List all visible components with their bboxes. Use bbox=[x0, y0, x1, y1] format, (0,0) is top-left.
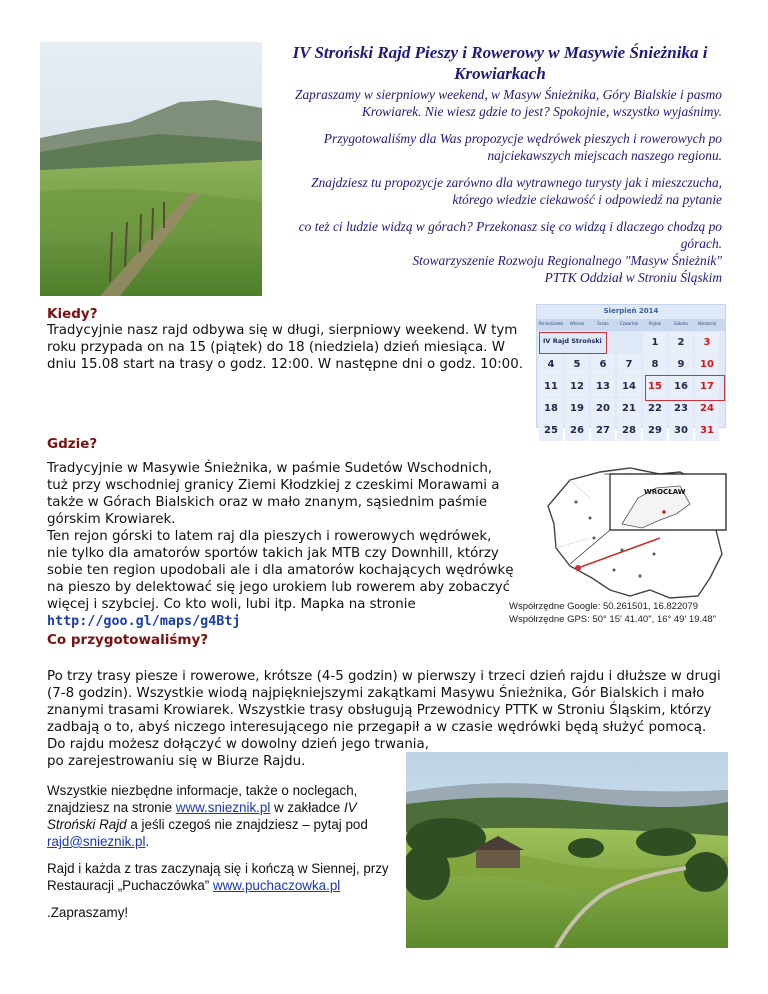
section-heading-prepared: Co przygotowaliśmy? bbox=[47, 632, 209, 648]
calendar-day: 6 bbox=[591, 354, 615, 375]
calendar-day: 7 bbox=[617, 354, 641, 375]
coords-block bbox=[509, 600, 739, 626]
calendar-day: 3 bbox=[695, 332, 719, 353]
intro-paragraph: co też ci ludzie widzą w górach? Przekonasz się co widzą i dlaczego chodzą po górach. bbox=[298, 219, 722, 251]
calendar-day: 12 bbox=[565, 376, 589, 397]
calendar-day: 17 bbox=[695, 376, 719, 397]
calendar-day: 20 bbox=[591, 398, 615, 419]
calendar-day: 10 bbox=[695, 354, 719, 375]
coords-gps: Współrzędne GPS: 50° 15' 41.40", 16° 49' 19.48" bbox=[509, 614, 717, 625]
info-block bbox=[47, 782, 397, 921]
where-paragraph-text: Ten rejon górski to latem raj dla pieszych i rowerowych wędrówek, nie tylko dla amatorów sportów takich jak MTB czy Downhill, którzy sobie ten region upodobali ale i dla amatorów kochających wędrówkę na pieszo by delektować się jego urokiem lub rowerem aby zobaczyć więcej i szybciej. Co kto woli, lubi itp. Mapka na stronie bbox=[47, 529, 514, 612]
intro-paragraph: Znajdziesz tu propozycje zarówno dla wytrawnego turysty jak i mieszczucha, którego wiedzie ciekawość i odpowiedź na pytanie bbox=[311, 175, 722, 207]
calendar-day: 23 bbox=[669, 398, 693, 419]
calendar-weekday: Sobota bbox=[674, 321, 688, 326]
prepared-paragraph: po zarejestrowaniu się w Biurze Rajdu. bbox=[47, 754, 306, 769]
snieznik-link[interactable]: www.snieznik.pl bbox=[175, 800, 271, 815]
calendar-day: 16 bbox=[669, 376, 693, 397]
calendar-day: 25 bbox=[539, 420, 563, 441]
calendar-day: 8 bbox=[643, 354, 667, 375]
calendar-weekday-header bbox=[537, 319, 725, 331]
info-paragraph bbox=[47, 782, 397, 850]
calendar-day: 2 bbox=[669, 332, 693, 353]
page-title: IV Stroński Rajd Pieszy i Rowerowy w Masywie Śnieżnika i Krowiarkach bbox=[292, 43, 708, 83]
where-paragraph bbox=[47, 528, 515, 630]
calendar-day: 9 bbox=[669, 354, 693, 375]
info-text: w zakładce bbox=[270, 800, 344, 815]
where-paragraph: Tradycyjnie w Masywie Śnieżnika, w paśmie Sudetów Wschodnich, tuż przy wschodniej granicy Ziemi Kłodzkiej z czeskimi Morawami a także w Górach Bialskich oraz w mało znanym, sąsiednim paśmie górskim Krowiarek. bbox=[47, 461, 500, 527]
calendar-day: 21 bbox=[617, 398, 641, 419]
calendar-day: 13 bbox=[591, 376, 615, 397]
intro-paragraph: Przygotowaliśmy dla Was propozycje wędrówek pieszych i rowerowych po najciekawszych miejscach naszego regionu. bbox=[323, 131, 722, 163]
info-tab-name: IV Stroński Rajd bbox=[47, 800, 357, 832]
calendar-day: 31 bbox=[695, 420, 719, 441]
info-text: a jeśli czegoś nie znajdziesz – pytaj pod bbox=[126, 817, 368, 832]
signature-association: Stowarzyszenie Rozwoju Regionalnego "Masyw Śnieżnik" bbox=[412, 253, 722, 268]
calendar-weekday: Czwartek bbox=[619, 321, 639, 326]
calendar-day: 28 bbox=[617, 420, 641, 441]
calendar-day: 30 bbox=[669, 420, 693, 441]
puchaczowka-link[interactable]: www.puchaczowka.pl bbox=[212, 878, 341, 893]
coords-google: Współrzędne Google: 50.261501, 16.822079 bbox=[509, 601, 699, 612]
event-label: IV Rajd Stroński bbox=[543, 337, 602, 345]
calendar-day: 4 bbox=[539, 354, 563, 375]
calendar-day: 11 bbox=[539, 376, 563, 397]
section-heading-when: Kiedy? bbox=[47, 306, 98, 322]
calendar-day: 27 bbox=[591, 420, 615, 441]
calendar-weekday: Środa bbox=[597, 321, 609, 326]
calendar-day: 29 bbox=[643, 420, 667, 441]
calendar-august bbox=[536, 304, 726, 436]
intro-paragraph: Zapraszamy w sierpniowy weekend, w Masyw Śnieżnika, Góry Bialskie i pasmo Krowiarek. Nie wiesz gdzie to jest? Spokojnie, wszystko wyjaśnimy. bbox=[295, 87, 722, 119]
event-highlight-box bbox=[645, 375, 725, 401]
calendar-day: 26 bbox=[565, 420, 589, 441]
email-link[interactable]: rajd@snieznik.pl bbox=[47, 834, 146, 849]
intro-block bbox=[270, 86, 722, 286]
calendar-day: 15 bbox=[643, 376, 667, 397]
closing-invitation: .Zapraszamy! bbox=[47, 905, 129, 920]
calendar-weekday: Wtorek bbox=[569, 321, 585, 326]
prepared-paragraph: Po trzy trasy piesze i rowerowe, krótsze (4-5 godzin) w pierwszy i trzeci dzień rajdu i dłuższe w drugi (7-8 godzin). Wszystkie wiodą najpiękniejszymi zakątkami Masywu Śnieżnika, Gór Bialskich i mało znanymi trasami Krowiarek. Wszystkie trasy obsługują Przewodnicy PTTK w Stroniu Śląskim, którzy zadbają o to, abyś niczego interesującego nie przegapił a w czasie wędrówki będą służyć pomocą. bbox=[47, 669, 721, 735]
calendar-weekday: Poniedziałek bbox=[538, 321, 564, 326]
calendar-weekday: Niedziela bbox=[697, 321, 717, 326]
section-text-where bbox=[47, 460, 515, 630]
calendar-day: 19 bbox=[565, 398, 589, 419]
location-marker bbox=[575, 565, 581, 571]
info-text: Wszystkie niezbędne informacje, także o noclegach, znajdziesz na stronie bbox=[47, 783, 358, 815]
map-link[interactable]: http://goo.gl/maps/g4Btj bbox=[47, 614, 241, 629]
city-label-wroclaw: WROCŁAW bbox=[644, 488, 686, 496]
calendar-day: 14 bbox=[617, 376, 641, 397]
info-text: . bbox=[145, 834, 150, 849]
valley-landscape-photo bbox=[406, 752, 728, 948]
info-text: Rajd i każda z tras zaczynają się i kończą w Siennej, przy Restauracji „Puchaczówka” bbox=[47, 861, 389, 893]
section-text-when: Tradycyjnie nasz rajd odbywa się w długi, sierpniowy weekend. W tym roku przypada on na 15 (piątek) do 18 (niedziela) dzień miesiąca. W dniu 15.08 start na trasy o godz. 12:00. W następne dni o godz. 10:00. bbox=[47, 323, 523, 372]
calendar-day: 1 bbox=[643, 332, 667, 353]
calendar-title: Sierpień 2014 bbox=[603, 307, 659, 315]
calendar-day: 22 bbox=[643, 398, 667, 419]
mountain-meadow-photo bbox=[40, 42, 262, 296]
prepared-paragraph: Do rajdu możesz dołączyć w dowolny dzień jego trwania, bbox=[47, 737, 429, 752]
signature-pttk: PTTK Oddział w Stroniu Śląskim bbox=[544, 270, 722, 285]
title-block bbox=[270, 42, 730, 84]
calendar-weekday: Piątek bbox=[648, 321, 662, 326]
info-paragraph bbox=[47, 860, 397, 894]
calendar-day: 24 bbox=[695, 398, 719, 419]
section-heading-where: Gdzie? bbox=[47, 436, 98, 452]
calendar-day: 5 bbox=[565, 354, 589, 375]
calendar-day: 18 bbox=[539, 398, 563, 419]
